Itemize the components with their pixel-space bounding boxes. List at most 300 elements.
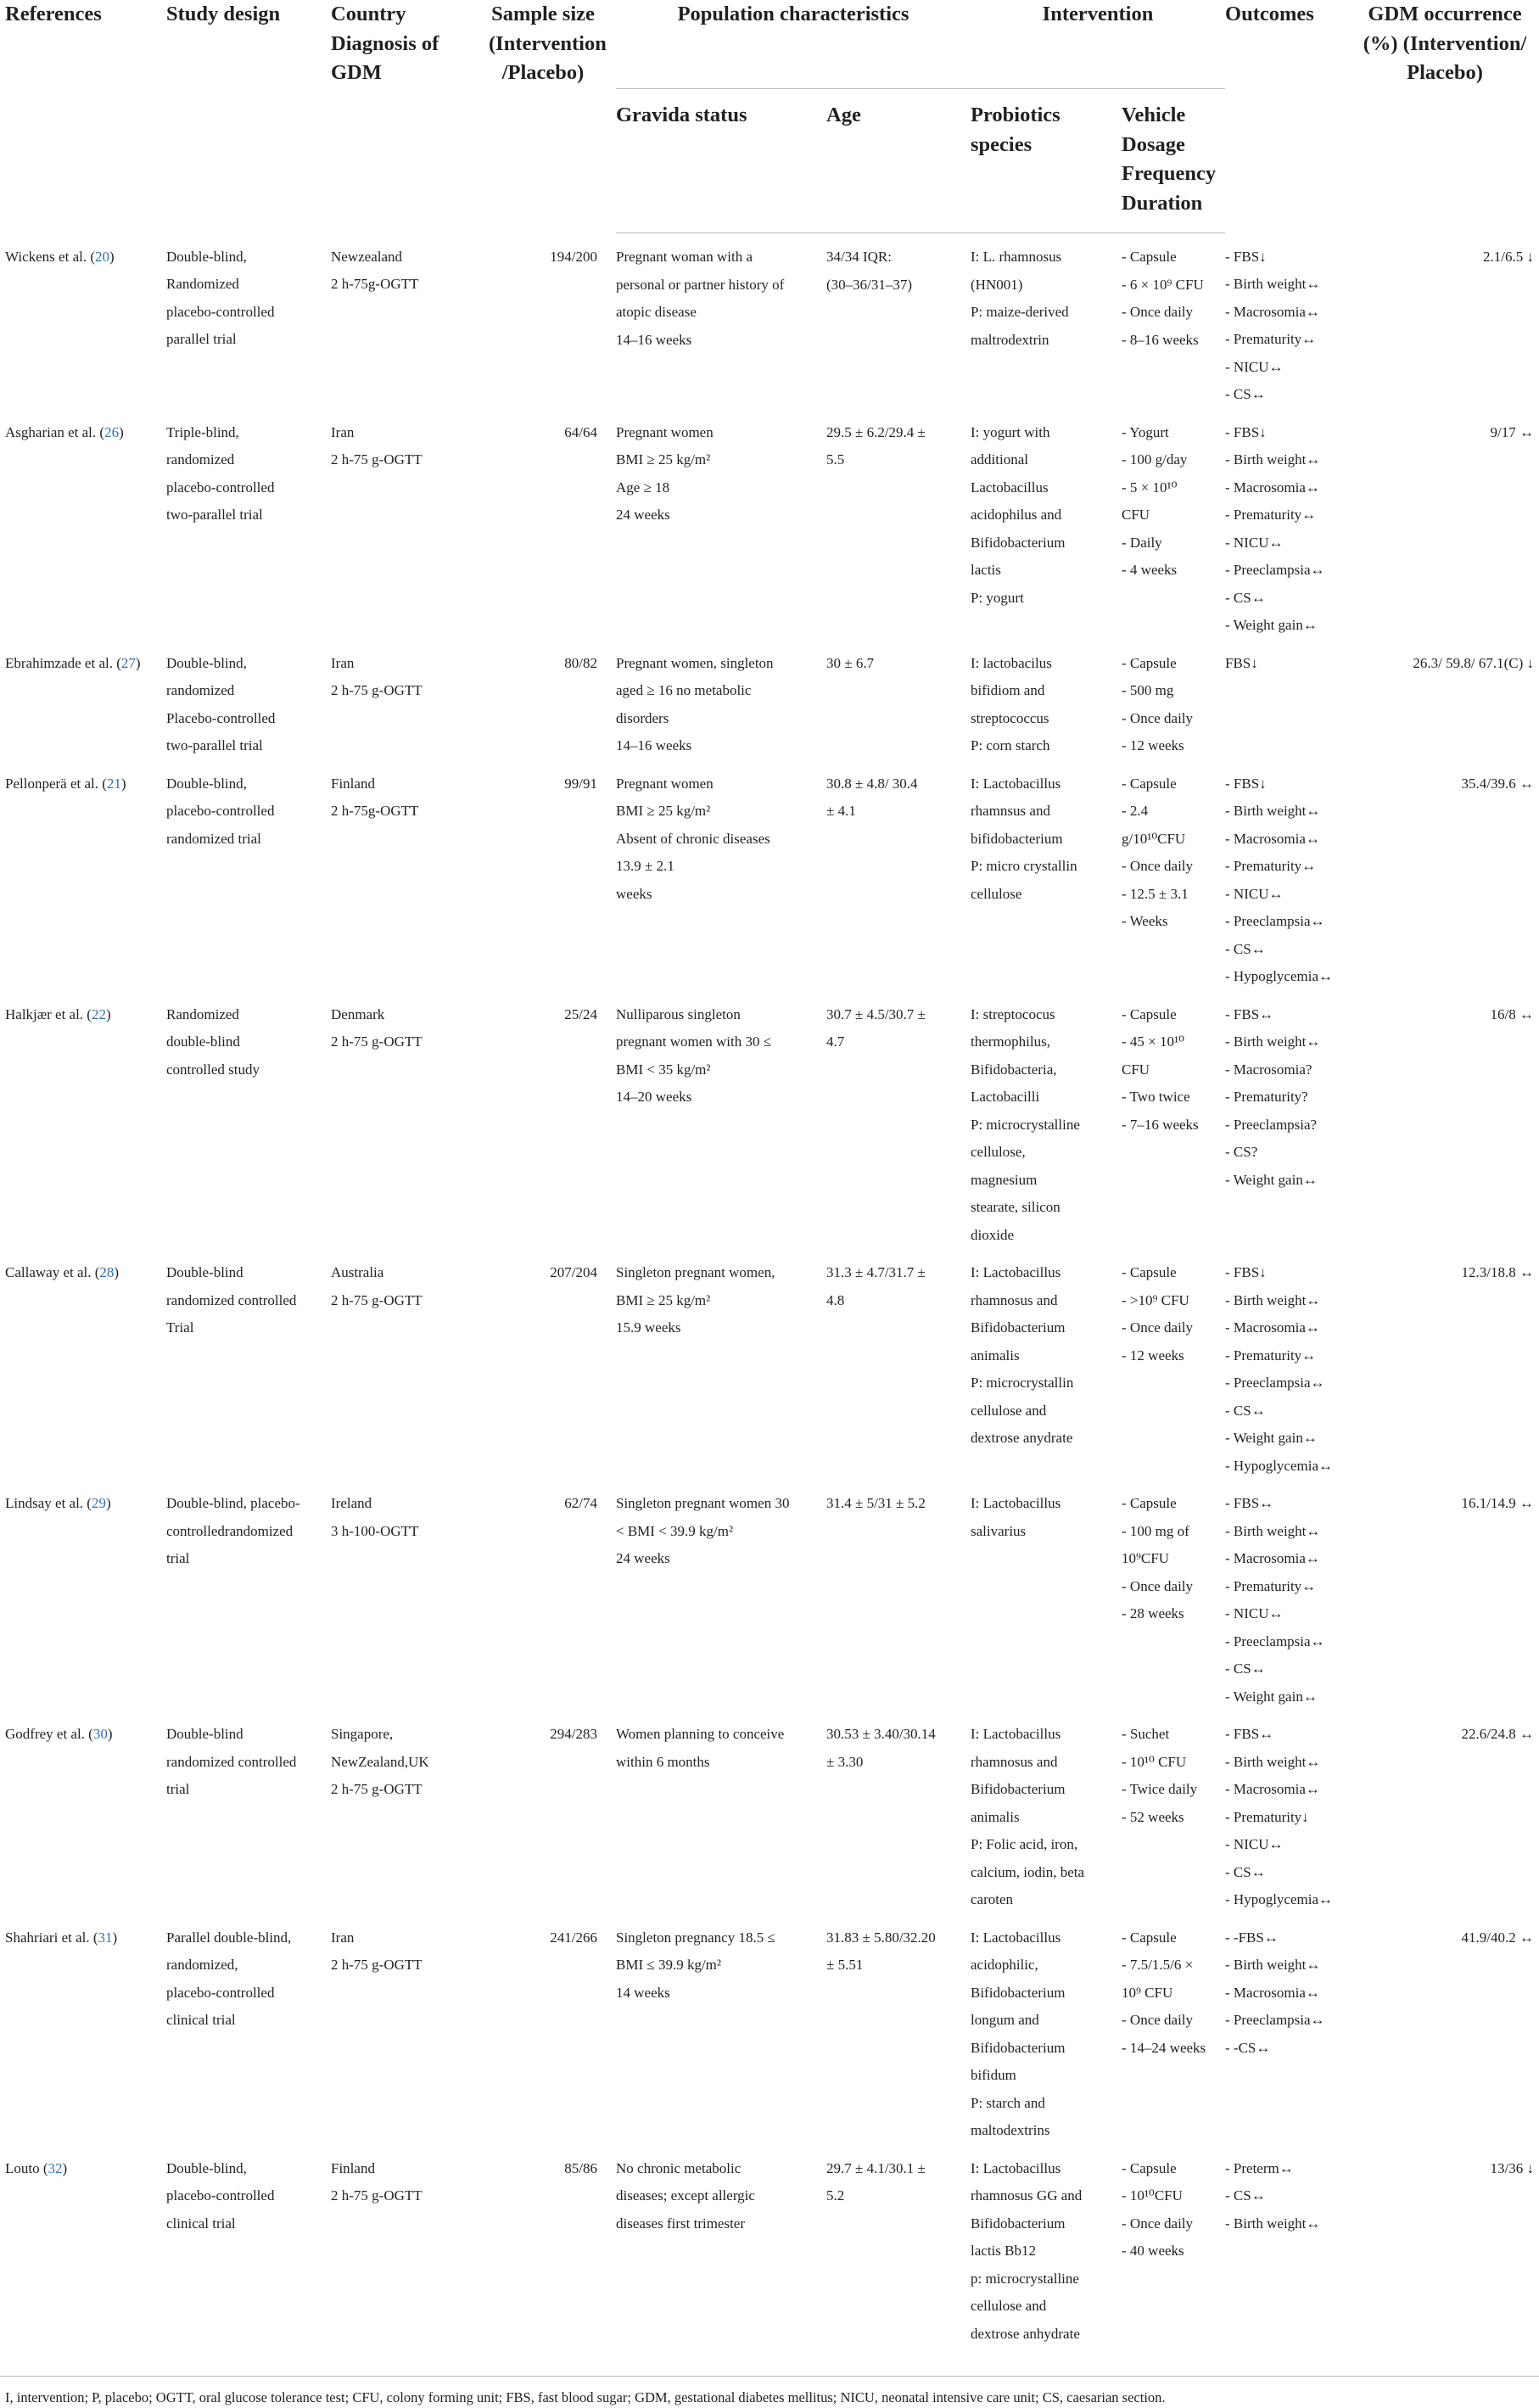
species-line: I: Lactobacillus [971,1726,1061,1742]
species-line: rhamnosus GG and [971,2187,1083,2204]
vehicle-line: - 12 weeks [1122,1347,1184,1364]
species-line: P: corn starch [971,737,1050,753]
outcome-line: - Macrosomia↔ [1225,1319,1320,1336]
vehicle-line: - Once daily [1122,2215,1194,2232]
species-line: dioxide [971,1226,1014,1243]
reference-author: Callaway et al. ( [5,1264,100,1280]
gravida-line: 14–20 weeks [616,1089,692,1105]
cell-probiotics-species [971,991,1122,1250]
cell-sample-size [489,640,616,760]
age-line: 5.2 [826,2187,845,2204]
gdm-value: 22.6/24.8 ↔ [1461,1726,1535,1742]
cell-gdm-occurrence [1356,1711,1539,1914]
cell-probiotics-species [971,2145,1122,2354]
vehicle-line: - 5 × 10¹⁰ [1122,479,1178,496]
vehicle-line: - Yogurt [1122,423,1169,440]
outcome-line: - Birth weight↔ [1225,276,1321,292]
design-line: two-parallel trial [166,507,263,523]
age-line: 30.53 ± 3.40/30.14 [826,1726,936,1742]
gravida-line: BMI ≥ 25 kg/m² [616,1291,711,1308]
outcome-line: - NICU↔ [1225,1605,1284,1621]
outcome-line: - Macrosomia? [1225,1061,1312,1078]
cell-study-design [166,409,331,640]
cell-reference [0,233,166,409]
cell-gravida-status [616,760,826,991]
species-line: animalis [971,1808,1020,1825]
country-line: Iran [331,654,355,671]
gravida-line: Singleton pregnant women 30 [616,1495,790,1511]
outcome-line: - Macrosomia↔ [1225,1550,1320,1566]
cell-reference [0,640,166,760]
citation-link[interactable]: 32 [48,2159,63,2176]
outcome-line: - Birth weight↔ [1225,1957,1321,1973]
cell-gravida-status [616,1914,826,2145]
gravida-line: aged ≥ 16 no metabolic [616,682,752,698]
cell-vehicle-dosage [1122,409,1225,640]
species-line: P: micro crystallin [971,858,1077,874]
outcome-line: - Macrosomia↔ [1225,830,1320,847]
cell-gravida-status [616,1480,826,1711]
reference-author: Ebrahimzade et al. ( [5,654,121,671]
species-line: cellulose and [971,1402,1047,1419]
cell-age [826,233,971,409]
cell-age [826,1249,971,1480]
cell-study-design [166,1711,331,1914]
vehicle-line: - 100 mg of [1122,1522,1189,1539]
header-probiotics-species: Probiotics species [971,89,1122,233]
species-line: I: lactobacilus [971,654,1052,671]
species-line: dextrose anydrate [971,1430,1073,1446]
cell-country [331,1480,489,1711]
cell-country [331,1711,489,1914]
cell-sample-size [489,1480,616,1711]
reference-text [5,1001,166,1029]
cell-country [331,760,489,991]
vehicle-line: - 12.5 ± 3.1 [1122,885,1189,902]
age-line: ± 5.51 [826,1957,864,1973]
cell-age [826,991,971,1250]
cell-vehicle-dosage [1122,1914,1225,2145]
gdm-value: 35.4/39.6 ↔ [1461,775,1535,792]
gravida-line: BMI ≤ 39.9 kg/m² [616,1957,721,1973]
gravida-line: Absent of chronic diseases [616,830,770,847]
cell-outcomes [1225,1480,1356,1711]
header-gravida-status: Gravida status [616,89,826,233]
cell-outcomes [1225,233,1356,409]
country-line: 2 h-75 g-OGTT [331,2187,423,2204]
outcome-line: - Prematurity? [1225,1089,1308,1105]
gravida-line: 13.9 ± 2.1 [616,858,674,874]
reference-text [5,419,166,447]
reference-text [5,650,166,678]
reference-text [5,770,166,798]
outcome-line: - FBS↔ [1225,1726,1274,1742]
outcome-line: - CS↔ [1225,1402,1266,1419]
cell-gdm-occurrence [1356,233,1539,409]
gravida-line: Pregnant women [616,775,714,792]
gravida-line: 14–16 weeks [616,737,692,753]
reference-text [5,1259,166,1287]
design-line: placebo-controlled [166,1984,275,2001]
cell-probiotics-species [971,640,1122,760]
reference-close: ) [105,1005,111,1022]
outcome-line: - Birth weight↔ [1225,1753,1321,1770]
cell-gdm-occurrence [1356,409,1539,640]
sample-size-value: 85/86 [564,2159,597,2176]
outcome-line: - Birth weight↔ [1225,1522,1321,1539]
vehicle-line: - Capsule [1122,1495,1177,1511]
country-line: 2 h-75g-OGTT [331,276,419,292]
outcome-line: - CS↔ [1225,589,1266,606]
country-line: 2 h-75 g-OGTT [331,1781,423,1797]
vehicle-line: - Capsule [1122,249,1177,265]
gravida-line: 14–16 weeks [616,331,692,348]
country-line: Ireland [331,1495,372,1511]
citation-link[interactable]: 27 [120,654,136,671]
vehicle-line: - Once daily [1122,2012,1194,2028]
design-line: Double-blind, placebo- [166,1495,300,1511]
species-line: Lactobacilli [971,1089,1040,1105]
cell-reference [0,1480,166,1711]
outcome-line: - CS↔ [1225,2187,1266,2204]
country-line: Singapore, [331,1726,394,1742]
species-line: streptococcus [971,709,1049,726]
age-line: 4.7 [826,1033,845,1050]
citation-link[interactable]: 21 [106,775,121,792]
species-line: I: Lactobacillus [971,1495,1061,1511]
vehicle-line: - 12 weeks [1122,737,1184,753]
species-line: P: maize-derived [971,304,1069,320]
cell-outcomes [1225,991,1356,1250]
species-line: P: starch and [971,2094,1045,2111]
outcome-line: - FBS↓ [1225,1264,1267,1280]
table-footnote: I, intervention; P, placebo; OGTT, oral glucose tolerance test; CFU, colony forming unit; FBS, fast blood sugar; GDM, gestational diabetes mellitus; NICU, neonatal intensive care unit; CS, caesarian section. [5,2389,1166,2405]
cell-outcomes [1225,1914,1356,2145]
cell-gdm-occurrence [1356,1249,1539,1480]
sample-size-value: 62/74 [564,1495,597,1511]
gravida-line: No chronic metabolic [616,2159,742,2176]
age-line: (30–36/31–37) [826,276,913,293]
table-row [0,1711,1539,1914]
vehicle-line: - Two twice [1122,1089,1190,1105]
vehicle-line: 10⁹CFU [1122,1550,1169,1566]
cell-country [331,640,489,760]
age-line: 30.8 ± 4.8/ 30.4 [826,775,918,792]
cell-gravida-status [616,2145,826,2354]
cell-sample-size [489,2145,616,2354]
citation-link[interactable]: 28 [99,1264,115,1280]
table-body [0,233,1539,2354]
gravida-line: weeks [616,885,652,902]
cell-gravida-status [616,640,826,760]
outcome-line: - NICU↔ [1225,885,1284,902]
species-line: acidophilus and [971,507,1062,523]
species-line: longum and [971,2012,1039,2028]
cell-gdm-occurrence [1356,1480,1539,1711]
outcome-line: - CS↔ [1225,386,1266,402]
species-line: bifidum [971,2067,1016,2083]
design-line: randomized, [166,1957,238,1973]
species-line: I: L. rhamnosus [971,249,1062,265]
sample-size-value: 241/266 [550,1929,597,1946]
cell-outcomes [1225,1711,1356,1914]
cell-vehicle-dosage [1122,1480,1225,1711]
vehicle-line: - 7–16 weeks [1122,1116,1199,1133]
citation-link[interactable]: 20 [95,248,109,265]
species-line: I: Lactobacillus [971,2159,1061,2176]
vehicle-line: - 4 weeks [1122,562,1178,578]
age-line: ± 4.1 [826,803,856,819]
cell-country [331,2145,489,2354]
vehicle-line: - 100 g/day [1122,451,1188,468]
cell-reference [0,760,166,991]
design-line: Triple-blind, [166,423,239,440]
cell-study-design [166,2145,331,2354]
cell-probiotics-species [971,1480,1122,1711]
cell-gdm-occurrence [1356,2145,1539,2354]
species-line: lactis [971,562,1001,578]
cell-country [331,1249,489,1480]
citation-link[interactable]: 22 [91,1005,106,1022]
gravida-line: within 6 months [616,1753,710,1770]
cell-study-design [166,233,331,409]
country-line: Denmark [331,1005,385,1022]
cell-probiotics-species [971,1711,1122,1914]
reference-close: ) [135,654,141,671]
cell-outcomes [1225,2145,1356,2354]
species-line: stearate, silicon [971,1199,1061,1215]
species-line: bifidobacterium [971,830,1063,847]
gravida-line: BMI < 35 kg/m² [616,1061,711,1078]
country-line: Iran [331,1929,355,1946]
table-row [0,1914,1539,2145]
age-line: 4.8 [826,1291,845,1308]
outcome-line: - Weight gain↔ [1225,1430,1318,1446]
design-line: Randomized [166,1005,239,1022]
cell-country [331,409,489,640]
vehicle-line: - 10¹⁰ CFU [1122,1753,1187,1770]
outcome-line: - NICU↔ [1225,534,1284,551]
cell-gravida-status [616,233,826,409]
reference-author: Godfrey et al. ( [5,1726,93,1742]
country-line: 2 h-75 g-OGTT [331,1033,423,1050]
outcome-line: - -CS↔ [1225,2039,1271,2056]
design-line: Double-blind, [166,2159,247,2176]
design-line: Double-blind, [166,654,247,671]
cell-gdm-occurrence [1356,1914,1539,2145]
cell-vehicle-dosage [1122,1249,1225,1480]
outcome-line: - -FBS↔ [1225,1929,1279,1946]
outcome-line: - Weight gain↔ [1225,1171,1318,1188]
species-line: cellulose and [971,2298,1047,2314]
design-line: Double-blind, [166,248,247,265]
reference-author: Shahriari et al. ( [5,1929,98,1946]
vehicle-line: - 28 weeks [1122,1605,1184,1621]
species-line: magnesium [971,1171,1038,1188]
outcome-line: - Preeclampsia↔ [1225,2012,1325,2028]
outcome-line: - Prematurity↔ [1225,507,1317,523]
species-line: maltrodextrin [971,331,1049,348]
cell-reference [0,1711,166,1914]
vehicle-line: - >10⁹ CFU [1122,1291,1189,1308]
reference-close: ) [120,775,126,792]
cell-probiotics-species [971,233,1122,409]
reference-text [5,1721,166,1749]
design-line: double-blind [166,1033,240,1050]
gravida-line: BMI ≥ 25 kg/m² [616,451,711,468]
cell-study-design [166,760,331,991]
outcome-line: - Birth weight↔ [1225,1291,1321,1308]
citation-link[interactable]: 26 [104,423,120,440]
species-line: acidophilic, [971,1957,1038,1973]
country-line: 2 h-75 g-OGTT [331,1291,423,1308]
vehicle-line: - Capsule [1122,654,1177,671]
gravida-line: 24 weeks [616,1550,670,1566]
cell-sample-size [489,1711,616,1914]
sample-size-value: 80/82 [564,654,597,671]
vehicle-line: - Capsule [1122,2159,1177,2176]
cell-reference [0,2145,166,2354]
vehicle-line: - Once daily [1122,1577,1194,1594]
outcome-line: - CS↔ [1225,1660,1266,1677]
outcome-line: - Hypoglycemia↔ [1225,1891,1334,1907]
outcome-line: - Macrosomia↔ [1225,479,1320,496]
gravida-line: diseases; except allergic [616,2187,755,2204]
gravida-line: Singleton pregnant women, [616,1264,775,1280]
reference-close: ) [114,1264,120,1280]
gravida-line: < BMI < 39.9 kg/m² [616,1522,734,1539]
country-line: Australia [331,1264,384,1280]
reference-close: ) [119,423,124,440]
gdm-value: 26.3/ 59.8/ 67.1(C) ↓ [1413,654,1535,671]
design-line: Placebo-controlled [166,709,276,726]
cell-gdm-occurrence [1356,640,1539,760]
species-line: I: yogurt with [971,423,1050,440]
vehicle-line: - Once daily [1122,304,1194,320]
header-outcomes: Outcomes [1225,3,1314,25]
cell-country [331,1914,489,2145]
outcome-line: - FBS↓ [1225,775,1267,792]
country-line: 3 h-100-OGTT [331,1522,419,1539]
outcome-line: - Prematurity↓ [1225,1808,1309,1825]
cell-gravida-status [616,1711,826,1914]
outcome-line: - Preeclampsia? [1225,1116,1318,1133]
outcome-line: - Macrosomia↔ [1225,303,1320,320]
table-row [0,1249,1539,1480]
country-line: 2 h-75 g-OGTT [331,1957,423,1973]
outcome-line: - Birth weight↔ [1225,2215,1321,2232]
cell-vehicle-dosage [1122,991,1225,1250]
outcome-line: - CS↔ [1225,940,1266,957]
species-line: p: microcrystalline [971,2270,1079,2287]
cell-vehicle-dosage [1122,640,1225,760]
outcome-line: - FBS↓ [1225,423,1267,440]
design-line: randomized [166,451,235,468]
design-line: two-parallel trial [166,737,263,753]
outcome-line: - Preeclampsia↔ [1225,1632,1325,1649]
species-line: Bifidobacterium [971,534,1066,551]
species-line: bifidiom and [971,682,1045,698]
species-line: animalis [971,1347,1020,1364]
species-line: salivarius [971,1522,1027,1539]
footnote-rule [0,2376,1539,2377]
cell-age [826,1711,971,1914]
sample-size-value: 99/91 [564,775,597,792]
cell-study-design [166,991,331,1250]
species-line: lactis Bb12 [971,2243,1036,2259]
design-line: placebo-controlled [166,303,275,320]
table-row [0,760,1539,991]
citation-link[interactable]: 31 [98,1929,113,1946]
outcome-line: FBS↓ [1225,654,1258,671]
gravida-line: diseases first trimester [616,2215,746,2232]
vehicle-line: - 14–24 weeks [1122,2039,1206,2056]
cell-age [826,409,971,640]
citation-link[interactable]: 29 [91,1495,106,1511]
outcome-line: - NICU↔ [1225,1836,1284,1852]
cell-study-design [166,1480,331,1711]
sample-size-value: 294/283 [550,1726,597,1742]
cell-sample-size [489,233,616,409]
design-line: trial [166,1781,190,1797]
age-line: 31.4 ± 5/31 ± 5.2 [826,1495,926,1511]
species-line: (HN001) [971,276,1023,293]
cell-gravida-status [616,991,826,1250]
gdm-value: 41.9/40.2 ↔ [1461,1929,1535,1946]
table-row [0,640,1539,760]
table-row [0,233,1539,409]
species-line: caroten [971,1891,1014,1907]
species-line: Lactobacillus [971,479,1049,496]
gdm-value: 2.1/6.5 ↓ [1483,248,1535,265]
outcome-line: - Hypoglycemia↔ [1225,968,1334,984]
citation-link[interactable]: 30 [92,1726,108,1742]
vehicle-line: - Capsule [1122,1005,1177,1022]
sample-size-value: 64/64 [564,423,597,440]
vehicle-line: - Once daily [1122,1319,1194,1336]
design-line: randomized controlled [166,1753,297,1770]
country-line: Finland [331,2159,375,2176]
gravida-line: disorders [616,709,669,726]
outcome-line: - Preeclampsia↔ [1225,913,1325,929]
cell-study-design [166,1249,331,1480]
outcome-line: - Prematurity↔ [1225,858,1317,874]
outcome-line: - Macrosomia↔ [1225,1984,1320,2001]
outcome-line: - Birth weight↔ [1225,1033,1321,1050]
age-line: 31.83 ± 5.80/32.20 [826,1929,936,1946]
species-line: dextrose anhydrate [971,2325,1080,2342]
outcome-line: - Weight gain↔ [1225,1688,1318,1705]
species-line: additional [971,451,1028,468]
vehicle-line: - Twice daily [1122,1781,1198,1797]
cell-outcomes [1225,760,1356,991]
gravida-line: 14 weeks [616,1984,670,2001]
species-line: Bifidobacterium [971,1984,1066,2001]
species-line: I: Lactobacillus [971,1264,1061,1280]
species-line: calcium, iodin, beta [971,1863,1085,1880]
age-line: 34/34 IQR: [826,249,892,265]
cell-study-design [166,1914,331,2145]
cell-age [826,2145,971,2354]
outcome-line: - Preeclampsia↔ [1225,1375,1325,1391]
vehicle-line: CFU [1122,507,1150,523]
gravida-line: Singleton pregnancy 18.5 ≤ [616,1929,775,1946]
species-line: cellulose, [971,1144,1026,1160]
design-line: Parallel double-blind, [166,1929,292,1946]
outcome-line: - Birth weight↔ [1225,803,1321,819]
vehicle-line: - 45 × 10¹⁰ [1122,1033,1184,1050]
cell-gdm-occurrence [1356,760,1539,991]
